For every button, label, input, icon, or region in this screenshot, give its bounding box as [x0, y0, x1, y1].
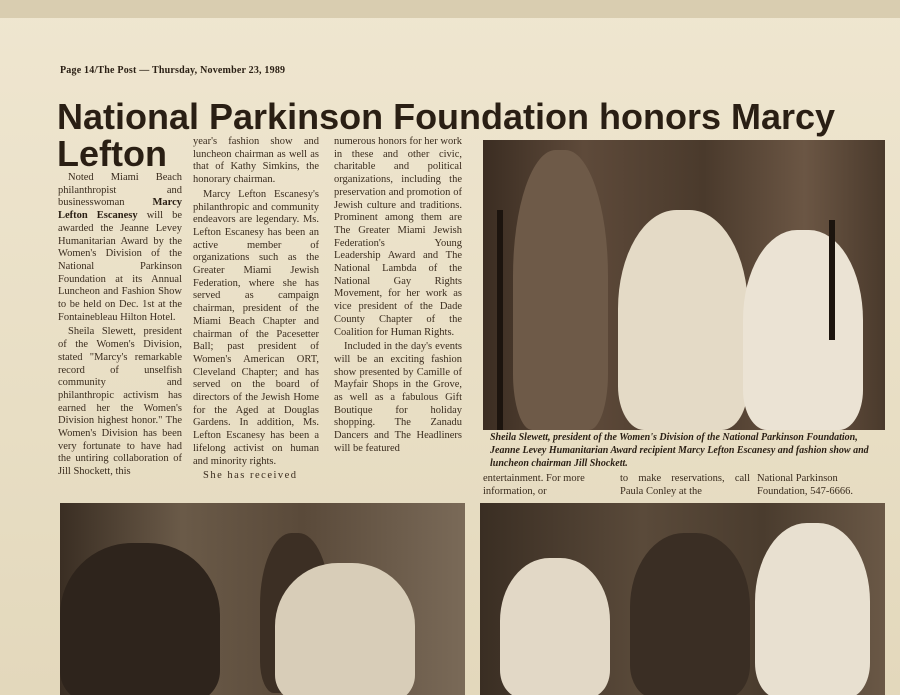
- figure-man-glasses: [630, 533, 750, 695]
- figure-right: [743, 230, 863, 430]
- page-top-edge: [0, 0, 900, 18]
- candle-stand: [497, 210, 503, 430]
- figure-left: [513, 150, 608, 430]
- paragraph: Sheila Slewett, president of the Women's Division, stated "Marcy's remarkable record of unselfish community and philanthropic activism has earned her the Women's Division highest honor." The Women's Division has been very fortunate to have had the untiring collaboration of Jill Shockett, this: [58, 326, 182, 478]
- candle-stand: [829, 220, 835, 340]
- figure-woman-right: [755, 523, 870, 695]
- paragraph-text: Noted Miami Beach philanthropist and businesswoman: [58, 172, 182, 209]
- paragraph: Included in the day's events will be an exciting fashion show presented by Camille of Mayfair Shops in the Grove, as well as a fabulous Gift Boutique for holiday shopping. The Zanadu Dancers and The Headliners will be featured: [334, 341, 462, 454]
- paragraph: numerous honors for her work in these and other civic, charitable and political organizations, including the preservation and promotion of Jewish culture and traditions. Prominent among them are The Greater Miami Jewish Federation's Young Leadership Award and The National Lambda of the National Gay Rights Movement, for her work as vice president of the Dade County Chapter of the Coalition for Human Rights.: [334, 136, 462, 338]
- paragraph-text: will be awarded the Jeanne Levey Humanitarian Award by the Women's Division of the National Parkinson Foundation at its Annual Luncheon and Fashion Show to be held on Dec. 1st at the Fontainebleau Hilton Hotel.: [58, 210, 182, 323]
- figure-woman-left: [500, 558, 610, 695]
- headline-line-2: Lefton: [57, 133, 167, 174]
- photo-group-bottom-left: [60, 503, 465, 695]
- paragraph: She has received: [203, 470, 298, 482]
- photo-group-bottom-right: [480, 503, 885, 695]
- article-column-1: [58, 172, 182, 481]
- page-folio: Page 14/The Post — Thursday, November 23, 1989: [60, 65, 286, 76]
- article-column-3: [334, 136, 462, 458]
- paragraph: Marcy Lefton Escanesy's philanthropic and community endeavors are legendary. Ms. Lefton Escanesy has been an active member of organizations such as the Greater Miami Jewish Federation, where she has served as campaign chairman, president of the Miami Beach Chapter and chairman of the Pacesetter Ball; past president of Women's American ORT, Cleveland Chapter; and has served on the board of directors of the Jewish Home for the Aged at Douglas Gardens. In addition, Ms. Lefton Escanesy has been a lifelong activist on human and minority rights.: [193, 188, 319, 467]
- figure-woman-face-covered: [60, 543, 220, 695]
- article-end-column-3: National Parkinson Foundation, 547-6666.: [757, 473, 853, 497]
- photo-caption: Sheila Slewett, president of the Women's Division of the National Parkinson Foundation, Jeanne Levey Humanitarian Award recipient Marcy Lefton Escanesy and fashion show and luncheon chairman Jill Shockett.: [490, 432, 869, 469]
- figure-man-curly-hair: [275, 563, 415, 695]
- headline-line-1: National Parkinson Foundation honors Marcy: [57, 96, 836, 137]
- honoree-name: Marcy Lefton Escanesy: [58, 197, 182, 222]
- article-column-2: [193, 136, 319, 485]
- article-end-column-1: entertainment. For more information, or: [483, 473, 585, 497]
- paragraph: [58, 172, 182, 324]
- paragraph: year's fashion show and luncheon chairman as well as that of Kathy Simkins, the honorary chairman.: [193, 136, 319, 186]
- figure-center: [618, 210, 748, 430]
- article-end-column-2: to make reservations, call Paula Conley at the: [620, 473, 750, 497]
- photo-three-women: [483, 140, 885, 430]
